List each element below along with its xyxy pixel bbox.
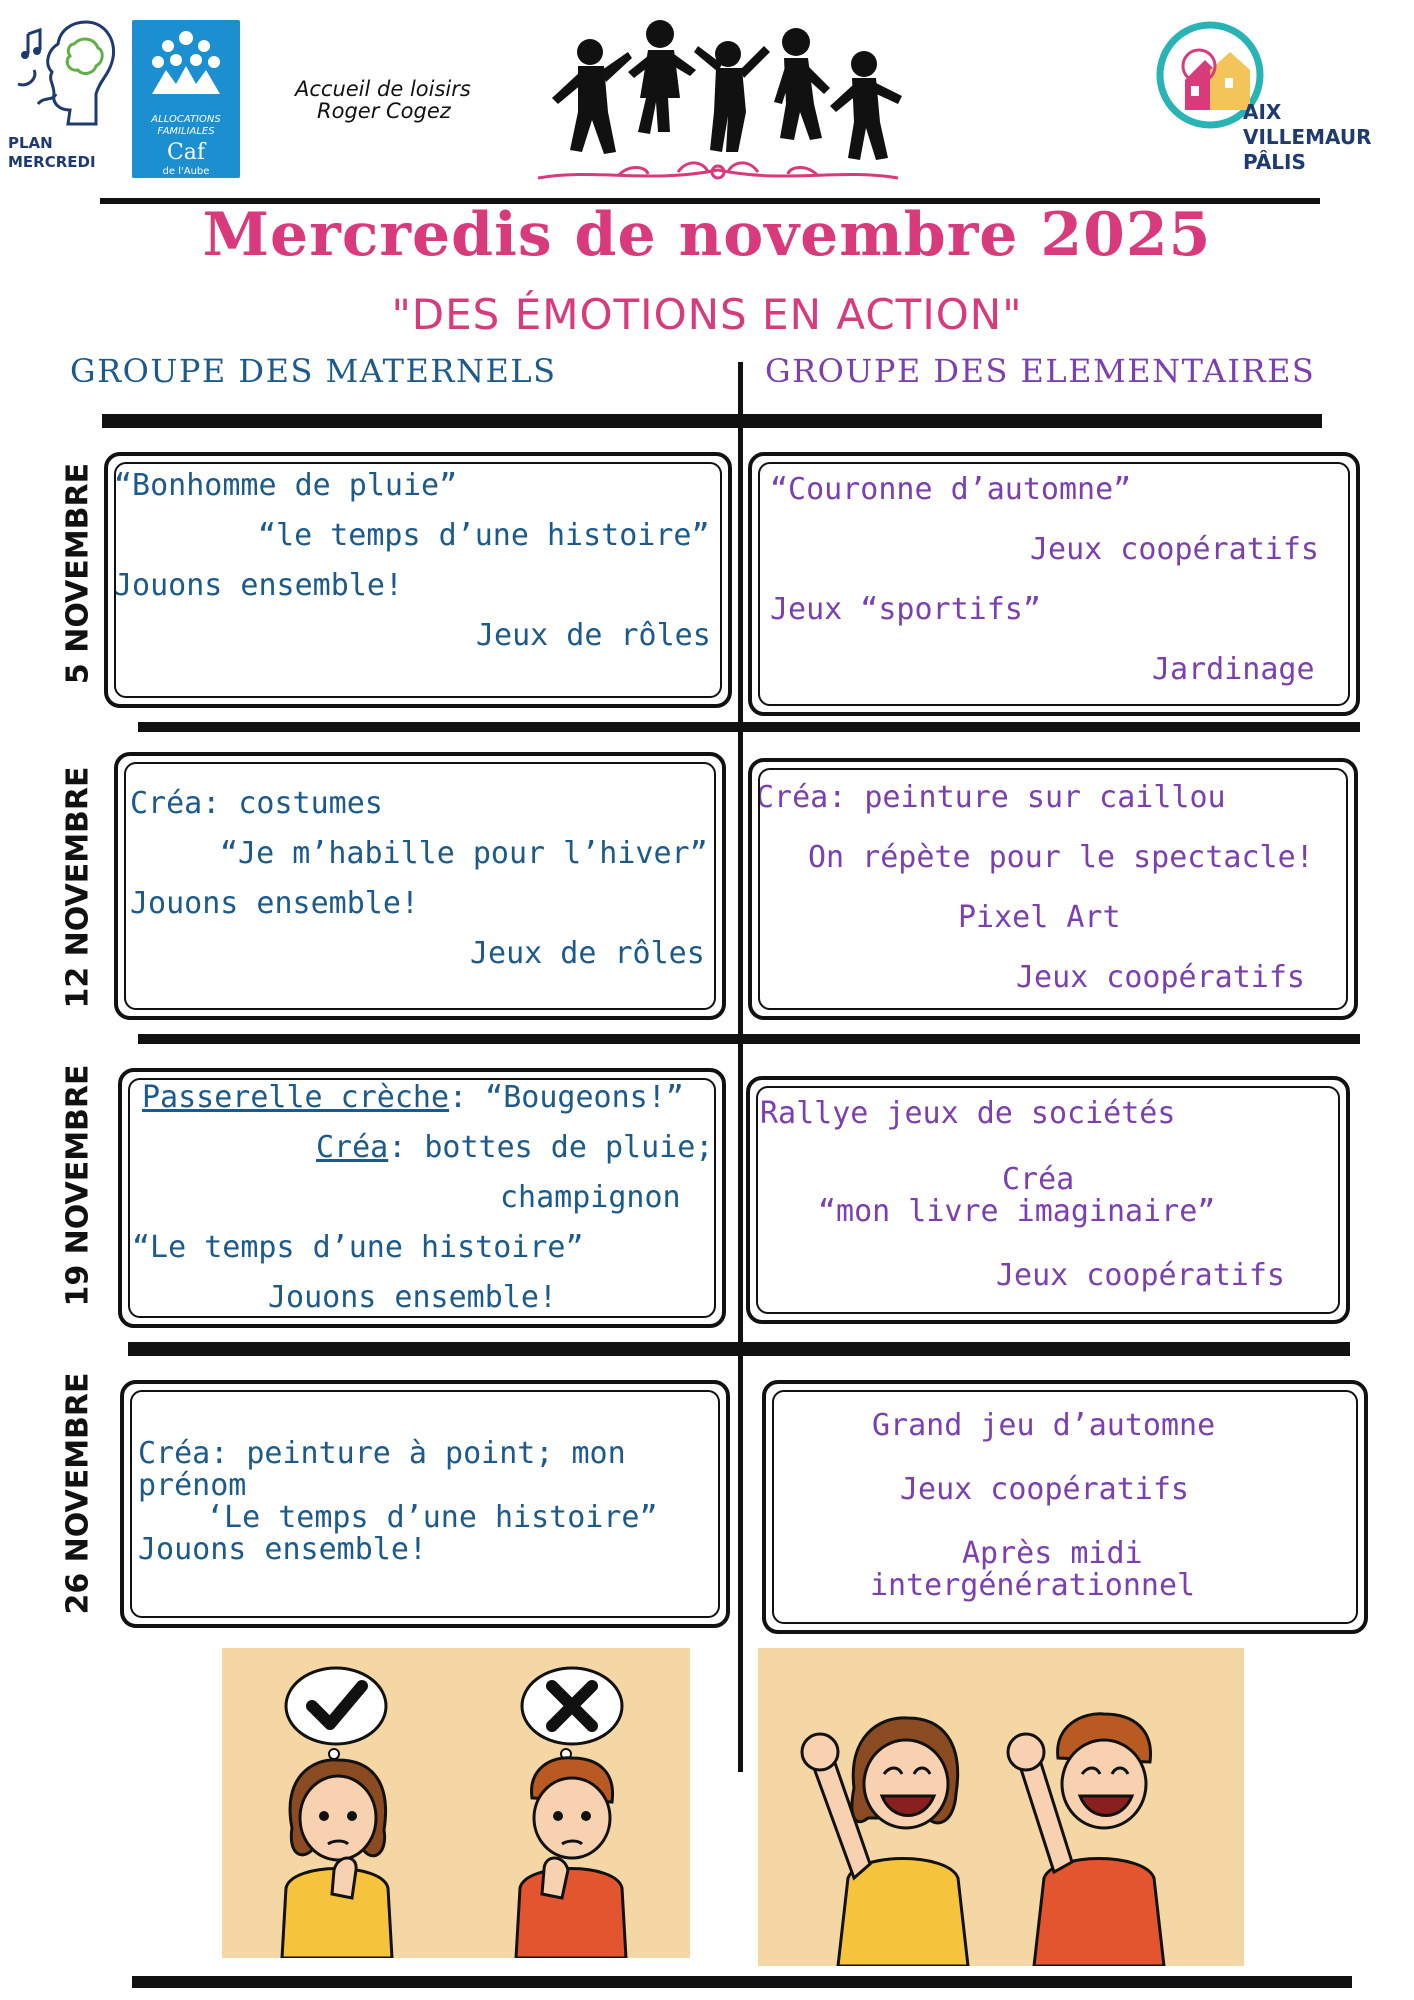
activity-item: “mon livre imaginaire” <box>818 1194 1216 1229</box>
activity-item: Créa: peinture sur caillou <box>756 780 1226 815</box>
date-19-novembre: 19 NOVEMBRE <box>60 1064 96 1307</box>
thinking-children-illustration <box>222 1648 690 1958</box>
center-divider <box>738 362 743 1772</box>
activity-item: Grand jeu d’automne <box>872 1408 1216 1443</box>
activity-item: prénom <box>138 1468 247 1503</box>
activity-item: Rallye jeux de sociétés <box>760 1096 1176 1131</box>
activity-item: On répète pour le spectacle! <box>808 840 1314 875</box>
cross-icon <box>522 1668 622 1759</box>
kids-silhouette-icon <box>518 12 918 187</box>
maternels-12-novembre-box <box>114 752 726 1020</box>
activity-item: Jeux de rôles <box>470 936 705 971</box>
activity-item: Jeux “sportifs” <box>770 592 1041 627</box>
checkmark-icon <box>286 1668 386 1759</box>
caf-line1: ALLOCATIONS <box>151 114 221 125</box>
happy-children-illustration <box>758 1648 1244 1966</box>
activity-item: ‘Le temps d’une histoire” <box>206 1500 658 1535</box>
date-26-novembre: 26 NOVEMBRE <box>60 1372 96 1615</box>
group-elementaires-heading: GROUPE DES ELEMENTAIRES <box>765 352 1316 390</box>
activity-item: Jouons ensemble! <box>130 886 419 921</box>
page-subtitle: "DES ÉMOTIONS EN ACTION" <box>391 290 1023 339</box>
caf-name: Caf <box>166 140 206 165</box>
passerelle-creche-label: Passerelle crèche <box>142 1080 450 1115</box>
maternels-26-novembre-box <box>120 1380 730 1628</box>
aix-villemaur-palis-text <box>1243 100 1403 175</box>
activity-item: Jeux coopératifs <box>900 1472 1189 1507</box>
mercredi-label: MERCREDI <box>8 153 96 171</box>
crea-label: Créa <box>316 1130 389 1165</box>
girl-cheering <box>802 1718 968 1966</box>
activity-item: “Le temps d’une histoire” <box>132 1230 584 1265</box>
week-rule-3 <box>138 1034 1360 1044</box>
elementaires-26-novembre-box <box>762 1380 1368 1634</box>
activity-item: Jeux coopératifs <box>996 1258 1285 1293</box>
activity-item: “Bonhomme de pluie” <box>114 468 458 503</box>
aix-line1: AIX <box>1243 100 1282 124</box>
caf-region: de l'Aube <box>162 166 210 177</box>
date-5-novembre: 5 NOVEMBRE <box>60 462 96 685</box>
activity-item: Jouons ensemble! <box>114 568 403 603</box>
activity-item: Jeux de rôles <box>476 618 711 653</box>
activity-item: Jeux coopératifs <box>1016 960 1305 995</box>
activity-item: “le temps d’une histoire” <box>258 518 710 553</box>
elementaires-19-novembre-box <box>746 1076 1350 1324</box>
activity-item: “Couronne d’automne” <box>770 472 1132 507</box>
activity-item: Jeux coopératifs <box>1030 532 1319 567</box>
aix-line3: PÂLIS <box>1243 150 1306 174</box>
plan-label: PLAN <box>8 134 53 152</box>
activity-item: Pixel Art <box>958 900 1121 935</box>
activity-item: Jardinage <box>1152 652 1315 687</box>
maternels-19-novembre-box <box>118 1068 726 1328</box>
aix-line2: VILLEMAUR <box>1243 125 1372 149</box>
caf-logo <box>132 20 240 178</box>
activity-item: Jouons ensemble! <box>138 1532 427 1567</box>
activity-item: champignon <box>500 1180 681 1215</box>
boy-cheering <box>1008 1714 1164 1966</box>
activity-item: “Je m’habille pour l’hiver” <box>220 836 708 871</box>
date-12-novembre: 12 NOVEMBRE <box>60 766 96 1009</box>
activity-item: : “Bougeons!” <box>449 1080 684 1115</box>
week-rule-1 <box>102 414 1322 428</box>
week-rule-4 <box>128 1342 1350 1356</box>
activity-item: Créa <box>1002 1162 1075 1197</box>
girl-thinking <box>282 1760 392 1958</box>
bottom-rule <box>132 1976 1352 1988</box>
group-maternels-heading: GROUPE DES MATERNELS <box>70 352 557 390</box>
elementaires-5-novembre-box <box>748 452 1360 716</box>
activity-item: intergénérationnel <box>870 1568 1196 1603</box>
plan-mercredi-text <box>8 134 128 172</box>
accueil-de-loisirs <box>295 78 515 122</box>
boy-thinking <box>516 1758 626 1958</box>
activity-item: : bottes de pluie; <box>388 1130 714 1165</box>
activity-item: Créa: peinture à point; mon <box>138 1436 626 1471</box>
maternels-5-novembre-box <box>104 452 732 708</box>
week-rule-2 <box>138 722 1360 732</box>
page-title: Mercredis de novembre 2025 <box>202 200 1212 270</box>
activity-item: Après midi <box>962 1536 1143 1571</box>
elementaires-12-novembre-box <box>748 758 1358 1020</box>
caf-line2: FAMILIALES <box>157 126 215 137</box>
activity-item: Créa: costumes <box>130 786 383 821</box>
accueil-line1: Accueil de loisirs <box>295 77 471 101</box>
activity-item: Jouons ensemble! <box>268 1280 557 1315</box>
accueil-line2: Roger Cogez <box>317 99 451 123</box>
